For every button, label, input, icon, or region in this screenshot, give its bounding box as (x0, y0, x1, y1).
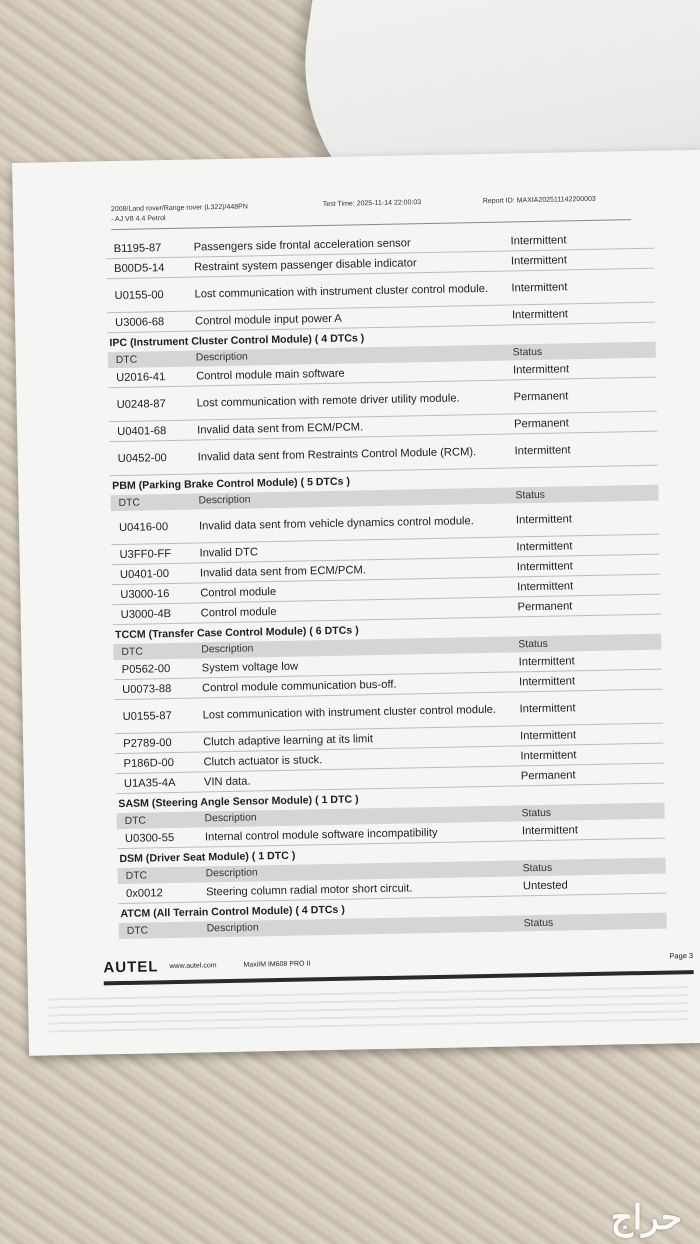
module-sections (107, 327, 666, 939)
dtc-column-header: DTC (115, 354, 138, 366)
website-text: www.autel.com (169, 962, 217, 971)
dtc-column-header: DTC (126, 925, 149, 937)
dtc-status: Intermittent (516, 539, 573, 553)
dtc-code: U0155-00 (114, 288, 164, 302)
dtc-column-header: DTC (125, 870, 148, 882)
dtc-description: Lost communication with instrument cluster control module. (194, 282, 489, 301)
status-column-header: Status (523, 917, 554, 929)
dtc-column-header: DTC (118, 497, 141, 509)
status-column-header: Status (522, 862, 553, 874)
section-title: IPC (Instrument Cluster Control Module) ( 4 DTCs ) (109, 332, 365, 350)
dtc-description: Restraint system passenger disable indicator (193, 256, 417, 274)
description-column-header: Description (201, 643, 254, 656)
dtc-description: Control module (200, 605, 277, 619)
vehicle-line-2: - AJ V8 4.4 Petrol (111, 215, 166, 224)
section-title: PBM (Parking Brake Control Module) ( 5 DTCs ) (112, 475, 351, 493)
dtc-status: Permanent (513, 389, 569, 403)
dtc-status: Permanent (517, 599, 573, 613)
dtc-code: P2789-00 (123, 736, 172, 750)
dtc-status: Permanent (520, 768, 576, 782)
dtc-code: B00D5-14 (113, 261, 165, 275)
dtc-status: Intermittent (510, 233, 567, 247)
report-id: Report ID: MAXIA202511142200003 (482, 195, 596, 205)
dtc-status: Intermittent (510, 253, 568, 267)
dtc-code: U3006-68 (114, 315, 165, 329)
autel-logo: AUTEL (103, 958, 159, 977)
dtc-status: Intermittent (518, 654, 575, 668)
dtc-description: Invalid DTC (199, 545, 259, 559)
dtc-column-header: DTC (121, 646, 143, 658)
dtc-status: Intermittent (519, 728, 577, 742)
dtc-status: Intermittent (511, 307, 569, 321)
description-column-header: Description (195, 351, 248, 364)
dtc-table (118, 858, 667, 905)
dtc-description: Control module (200, 585, 277, 599)
dtc-description: Lost communication with remote driver utility module. (196, 391, 460, 409)
dtc-status: Intermittent (521, 823, 578, 837)
dtc-code: U1A35-4A (123, 776, 176, 790)
report-page (12, 150, 700, 1056)
dtc-code: U3000-4B (120, 607, 172, 621)
dtc-code: U3FF0-FF (119, 547, 172, 561)
dtc-table (110, 485, 660, 625)
page-number: Page 3 (669, 951, 694, 961)
dtc-status: Intermittent (518, 674, 576, 688)
dtc-description: Control module communication bus-off. (201, 678, 397, 694)
dtc-code: P186D-00 (123, 756, 175, 770)
dtc-description: Lost communication with instrument cluster control module. (202, 703, 497, 721)
dtc-description: Clutch actuator is stuck. (203, 753, 323, 768)
dtc-table (113, 634, 664, 794)
status-column-header: Status (521, 807, 552, 819)
dtc-code: U0401-00 (119, 567, 170, 581)
dtc-status: Intermittent (515, 512, 573, 526)
dtc-code: U0073-88 (122, 682, 172, 696)
status-column-header: Status (512, 346, 543, 358)
dtc-status: Intermittent (516, 559, 573, 573)
report-footer (103, 948, 694, 977)
dtc-code: U3000-16 (120, 587, 170, 601)
section-title: ATCM (All Terrain Control Module) ( 4 DTCs ) (120, 903, 345, 921)
continued-dtc-table (105, 229, 655, 334)
dtc-status: Intermittent (512, 362, 570, 376)
dtc-code: U0401-68 (117, 424, 167, 438)
dtc-description: Control module input power A (194, 312, 342, 328)
watermark-logo: حراج (610, 1199, 682, 1237)
dtc-table (116, 803, 665, 850)
dtc-description: Invalid data sent from Restraints Control Module (RCM). (197, 445, 477, 463)
dtc-content (105, 229, 666, 939)
dtc-code: U0155-87 (122, 709, 172, 723)
status-column-header: Status (515, 489, 546, 501)
dtc-description: Internal control module software incompatibility (204, 826, 438, 843)
dtc-code: 0x0012 (125, 886, 163, 900)
dtc-status: Intermittent (520, 748, 577, 762)
dtc-description: Control module main software (196, 367, 345, 383)
vehicle-line-1: 2008/Land rover/Range rover (L322)/448PN (110, 203, 248, 214)
bleed-through-text (48, 980, 689, 1032)
dtc-description: Invalid data sent from ECM/PCM. (197, 420, 364, 436)
status-column-header: Status (518, 638, 548, 650)
dtc-code: U0248-87 (116, 397, 166, 411)
dtc-code: B1195-87 (113, 241, 162, 255)
dtc-description: Passengers side frontal acceleration sensor (193, 236, 411, 254)
section-title: DSM (Driver Seat Module) ( 1 DTC ) (119, 849, 296, 866)
dtc-status: Intermittent (517, 579, 574, 593)
description-column-header: Description (198, 494, 251, 507)
dtc-description: Invalid data sent from ECM/PCM. (199, 563, 367, 579)
dtc-status: Untested (522, 878, 568, 892)
section-title: SASM (Steering Angle Sensor Module) ( 1 DTC ) (118, 793, 359, 811)
dtc-column-header: DTC (124, 815, 147, 827)
dtc-status: Intermittent (514, 443, 571, 457)
dtc-description: Invalid data sent from vehicle dynamics control module. (198, 514, 474, 532)
description-column-header: Description (205, 867, 258, 880)
dtc-description: Steering column radial motor short circuit. (205, 881, 413, 898)
report-header (110, 195, 651, 224)
description-column-header: Description (206, 922, 259, 935)
model-text: MaxiIM IM608 PRO II (243, 960, 311, 969)
test-time: Test Time: 2025-11-14 22:00:03 (322, 199, 422, 209)
dtc-table (108, 342, 658, 476)
dtc-code: P0562-00 (121, 662, 171, 676)
dtc-description: VIN data. (203, 775, 251, 788)
dtc-code: U2016-41 (116, 370, 166, 384)
description-column-header: Description (204, 812, 257, 825)
dtc-code: U0452-00 (117, 451, 167, 465)
dtc-code: U0416-00 (118, 520, 169, 534)
section-title: TCCM (Transfer Case Control Module) ( 6 DTCs ) (114, 624, 359, 642)
dtc-status: Intermittent (511, 280, 568, 294)
dtc-status: Permanent (513, 416, 569, 430)
vehicle-info (111, 201, 311, 225)
dtc-status: Intermittent (519, 701, 576, 715)
dtc-description: System voltage low (201, 660, 299, 674)
dtc-description: Clutch adaptive learning at its limit (203, 732, 373, 748)
dtc-code: U0300-55 (124, 831, 175, 845)
